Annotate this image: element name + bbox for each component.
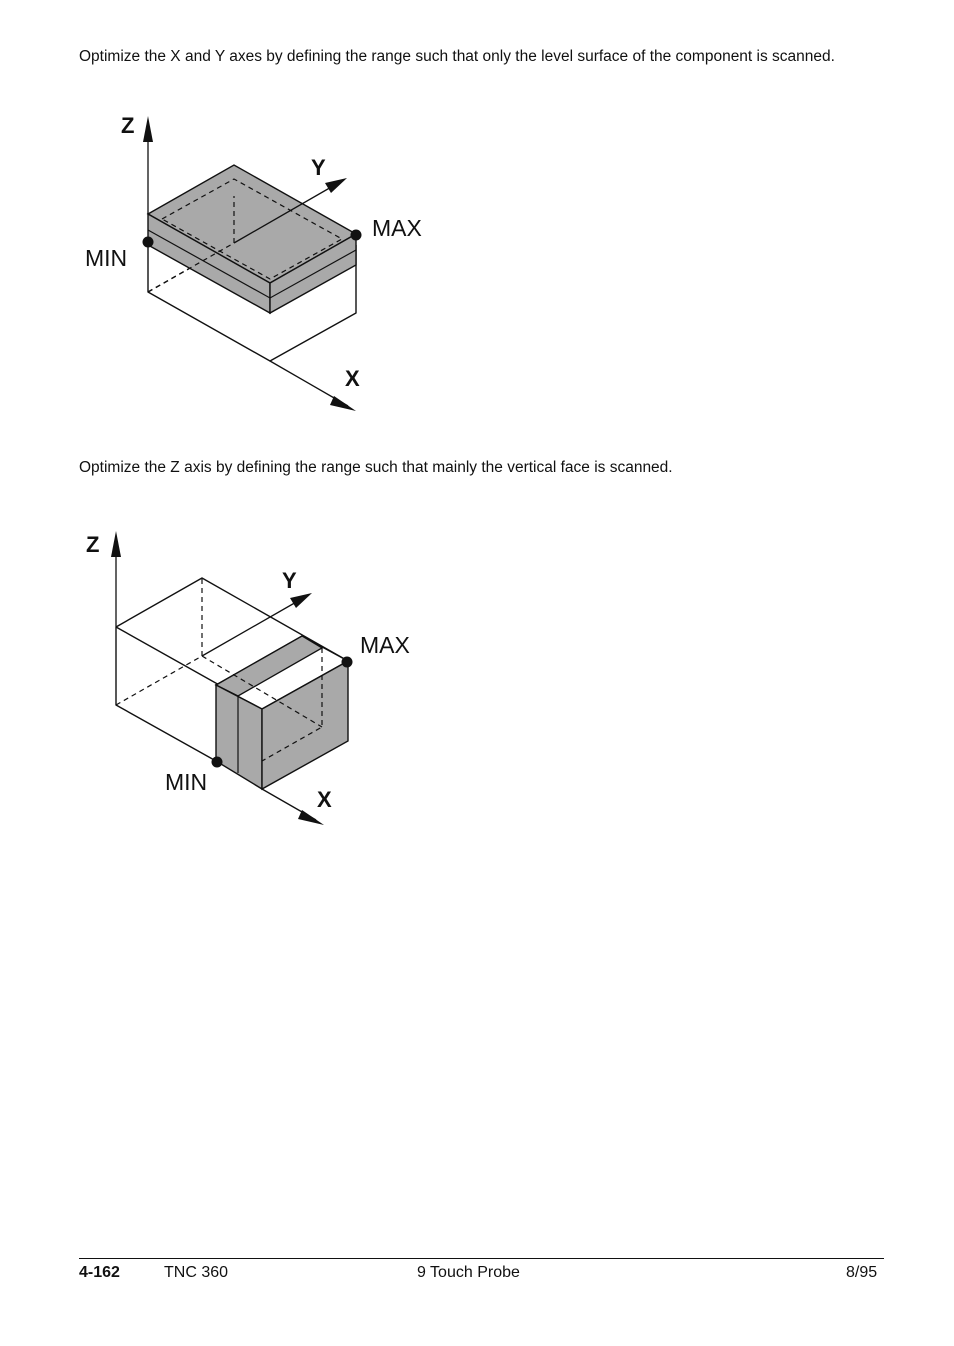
min-point-icon xyxy=(212,757,223,768)
x-axis-arrow-icon xyxy=(330,396,356,411)
footer-chapter: 9 Touch Probe xyxy=(417,1264,520,1281)
max-label: MAX xyxy=(372,215,422,241)
min-point-icon xyxy=(143,237,154,248)
axis-label-x: X xyxy=(317,787,332,812)
footer-page-number: 4-162 xyxy=(79,1264,120,1281)
footer-model: TNC 360 xyxy=(164,1264,229,1281)
min-label: MIN xyxy=(85,245,128,271)
y-axis-arrow-icon xyxy=(325,178,347,193)
box-left-outline xyxy=(116,627,216,761)
axis-label-z: Z xyxy=(121,113,135,138)
axis-label-y: Y xyxy=(311,155,326,180)
paragraph-z-optimization: Optimize the Z axis by defining the range such that mainly the vertical face is scanned. xyxy=(79,459,673,476)
footer-divider xyxy=(79,1258,884,1259)
min-label: MIN xyxy=(165,769,208,795)
footer-date: 8/95 xyxy=(846,1264,878,1281)
figure-xy-range-diagram xyxy=(0,100,440,420)
z-axis-arrow-icon xyxy=(143,116,153,142)
axis-label-z: Z xyxy=(86,532,100,557)
z-axis-arrow-icon xyxy=(111,531,121,557)
max-point-icon xyxy=(351,230,362,241)
max-label: MAX xyxy=(360,632,410,658)
axis-label-y: Y xyxy=(282,568,297,593)
x-axis-arrow-icon xyxy=(298,810,324,825)
max-point-icon xyxy=(342,657,353,668)
figure-z-range-diagram xyxy=(0,520,440,840)
paragraph-xy-optimization: Optimize the X and Y axes by defining the range such that only the level surface of the component is scanned. xyxy=(79,48,835,65)
axis-label-x: X xyxy=(345,366,360,391)
y-axis-arrow-icon xyxy=(290,593,312,608)
